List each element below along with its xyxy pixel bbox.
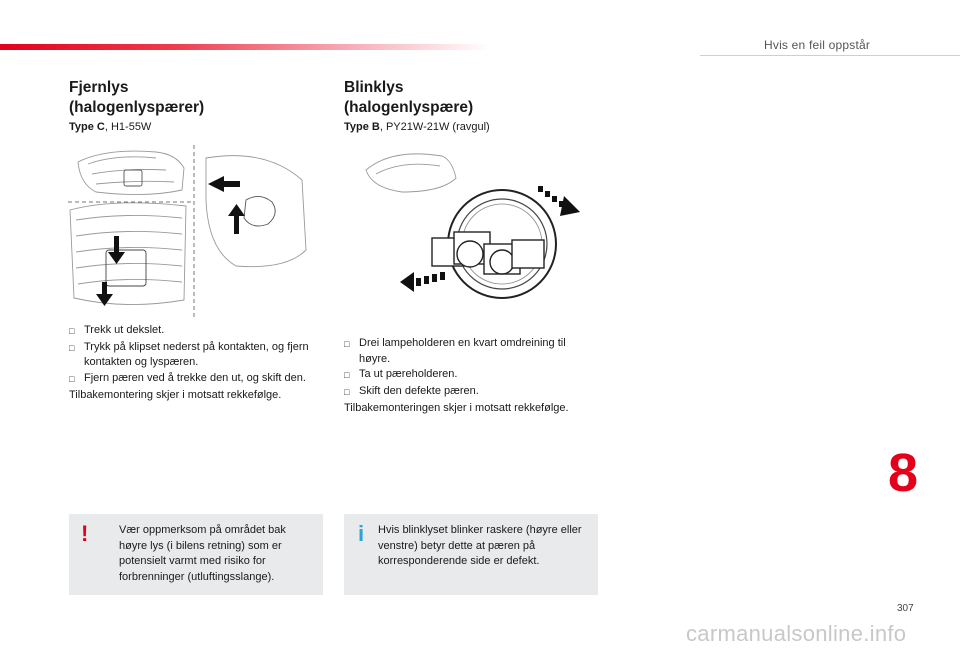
- page-number: 307: [897, 603, 914, 614]
- top-red-bar: [0, 44, 490, 50]
- section-title: Hvis en feil oppstår: [764, 38, 871, 52]
- checkbox-bullet-icon: □: [69, 342, 75, 353]
- left-step-1: □ Trekk ut dekslet.: [69, 323, 324, 340]
- right-heading-line1: Blinklys: [344, 79, 404, 96]
- left-heading-line2: (halogenlyspærer): [69, 99, 205, 116]
- info-icon: i: [358, 521, 365, 546]
- left-type-value: , H1-55W: [104, 121, 152, 133]
- checkbox-bullet-icon: □: [69, 373, 75, 384]
- chapter-number: 8: [888, 443, 919, 503]
- info-note-text: Hvis blinklyset blinker raskere (høyre eller venstre) betyr dette at pæren på korresponderende side er defekt.: [378, 524, 582, 567]
- right-steps: [344, 336, 599, 417]
- left-heading: [69, 78, 204, 118]
- right-heading: [344, 78, 473, 118]
- info-note: [344, 514, 598, 595]
- checkbox-bullet-icon: □: [344, 339, 350, 349]
- exclamation-icon: !: [81, 521, 89, 546]
- right-step-1: □ Drei lampeholderen en kvart omdreining til høyre.: [344, 336, 599, 367]
- left-bulb-type: [69, 121, 151, 133]
- left-steps: [69, 323, 324, 404]
- right-type-label: Type B: [344, 121, 380, 133]
- right-bulb-type: [344, 121, 490, 133]
- watermark: carmanualsonline.info: [686, 621, 907, 646]
- left-type-label: Type C: [69, 121, 105, 133]
- headlamp-high-beam-illustration: [66, 140, 328, 320]
- right-heading-line2: (halogenlyspære): [344, 99, 474, 116]
- right-closing: Tilbakemonteringen skjer i motsatt rekkefølge.: [344, 402, 569, 414]
- indicator-lamp-illustration: [352, 140, 592, 310]
- left-heading-line1: Fjernlys: [69, 79, 129, 96]
- right-type-value: , PY21W-21W (ravgul): [379, 121, 490, 133]
- checkbox-bullet-icon: □: [69, 326, 75, 336]
- right-step-3: □ Skift den defekte pæren.: [344, 384, 599, 401]
- right-step-2: □ Ta ut pæreholderen.: [344, 367, 599, 384]
- warning-note: [69, 514, 323, 595]
- left-step-3: □ Fjern pæren ved å trekke den ut, og skift den.: [69, 371, 324, 388]
- left-closing: Tilbakemontering skjer i motsatt rekkefølge.: [69, 389, 282, 401]
- left-step-2: □ Trykk på klipset nederst på kontakten, og fjern kontakten og lyspæren.: [69, 340, 324, 371]
- checkbox-bullet-icon: □: [344, 386, 350, 397]
- header-divider: [700, 55, 960, 56]
- warning-note-text: Vær oppmerksom på området bak høyre lys (i bilens retning) som er potensielt varmt med risiko for forbrenninger (utluftingsslange).: [119, 524, 286, 583]
- checkbox-bullet-icon: □: [344, 370, 350, 380]
